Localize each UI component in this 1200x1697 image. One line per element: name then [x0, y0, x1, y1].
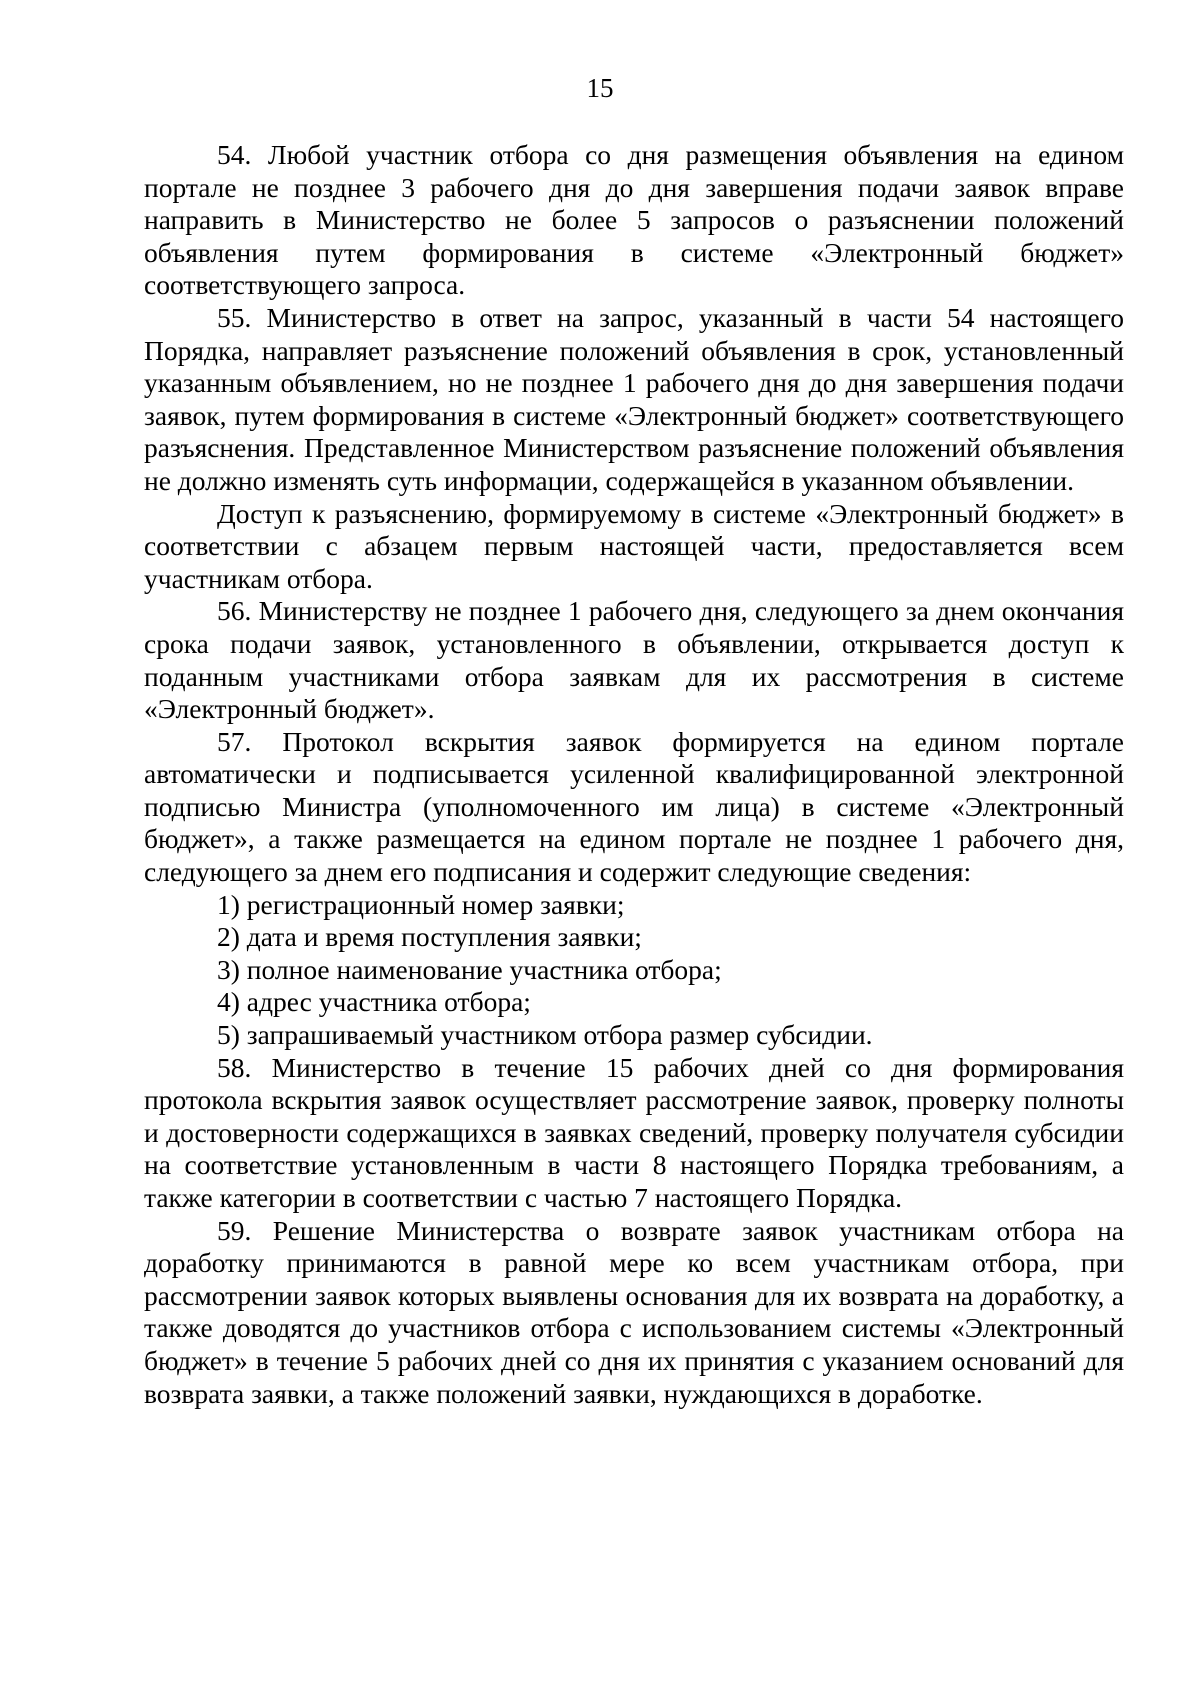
- list-item-3: 3) полное наименование участника отбора;: [217, 953, 722, 985]
- paragraph-58: 58. Министерство в течение 15 рабочих дней со дня формирования протокола вскрытия заявок осуществляет рассмотрение заявок, проверку полноты и достоверности содержащихся в заявках сведений, проверку получателя субсидии на соответствие установленным в части 8 настоящего Порядка требованиям, а также категории в соответствии с частью 7 настоящего Порядка.: [144, 1051, 1124, 1213]
- paragraph-56: 56. Министерству не позднее 1 рабочего дня, следующего за днем окончания срока подачи заявок, установленного в объявлении, открывается доступ к поданным участниками отбора заявкам для их рассмотрения в системе «Электронный бюджет».: [144, 595, 1124, 725]
- document-body: [144, 139, 1124, 1410]
- page-number: 15: [586, 73, 614, 103]
- list-item-1: 1) регистрационный номер заявки;: [217, 888, 625, 920]
- paragraph-57: 57. Протокол вскрытия заявок формируется на едином портале автоматически и подписывается усиленной квалифицированной электронной подписью Министра (уполномоченного им лица) в системе «Электронный бюджет», а также размещается на едином портале не позднее 1 рабочего дня, следующего за днем его подписания и содержит следующие сведения:: [144, 725, 1124, 888]
- list-item-5: 5) запрашиваемый участником отбора размер субсидии.: [217, 1019, 873, 1051]
- paragraph-54: 54. Любой участник отбора со дня размещения объявления на едином портале не позднее 3 рабочего дня до дня завершения подачи заявок вправе направить в Министерство не более 5 запросов о разъяснении положений объявления путем формирования в системе «Электронный бюджет» соответствующего запроса.: [144, 139, 1124, 301]
- list-item-4: 4) адрес участника отбора;: [217, 986, 531, 1018]
- paragraph-55-access: Доступ к разъяснению, формируемому в системе «Электронный бюджет» в соответствии с абзацем первым настоящей части, предоставляется всем участникам отбора.: [144, 497, 1124, 594]
- paragraph-59: 59. Решение Министерства о возврате заявок участникам отбора на доработку принимаются в равной мере ко всем участникам отбора, при рассмотрении заявок которых выявлены основания для их возврата на доработку, а также доводятся до участников отбора с использованием системы «Электронный бюджет» в течение 5 рабочих дней со дня их принятия с указанием оснований для возврата заявки, а также положений заявки, нуждающихся в доработке.: [144, 1214, 1124, 1409]
- list-item-2: 2) дата и время поступления заявки;: [217, 921, 642, 953]
- paragraph-55: 55. Министерство в ответ на запрос, указанный в части 54 настоящего Порядка, направляет разъяснение положений объявления в срок, установленный указанным объявлением, но не позднее 1 рабочего дня до дня завершения подачи заявок, путем формирования в системе «Электронный бюджет» соответствующего разъяснения. Представленное Министерством разъяснение положений объявления не должно изменять суть информации, содержащейся в указанном объявлении.: [144, 301, 1124, 496]
